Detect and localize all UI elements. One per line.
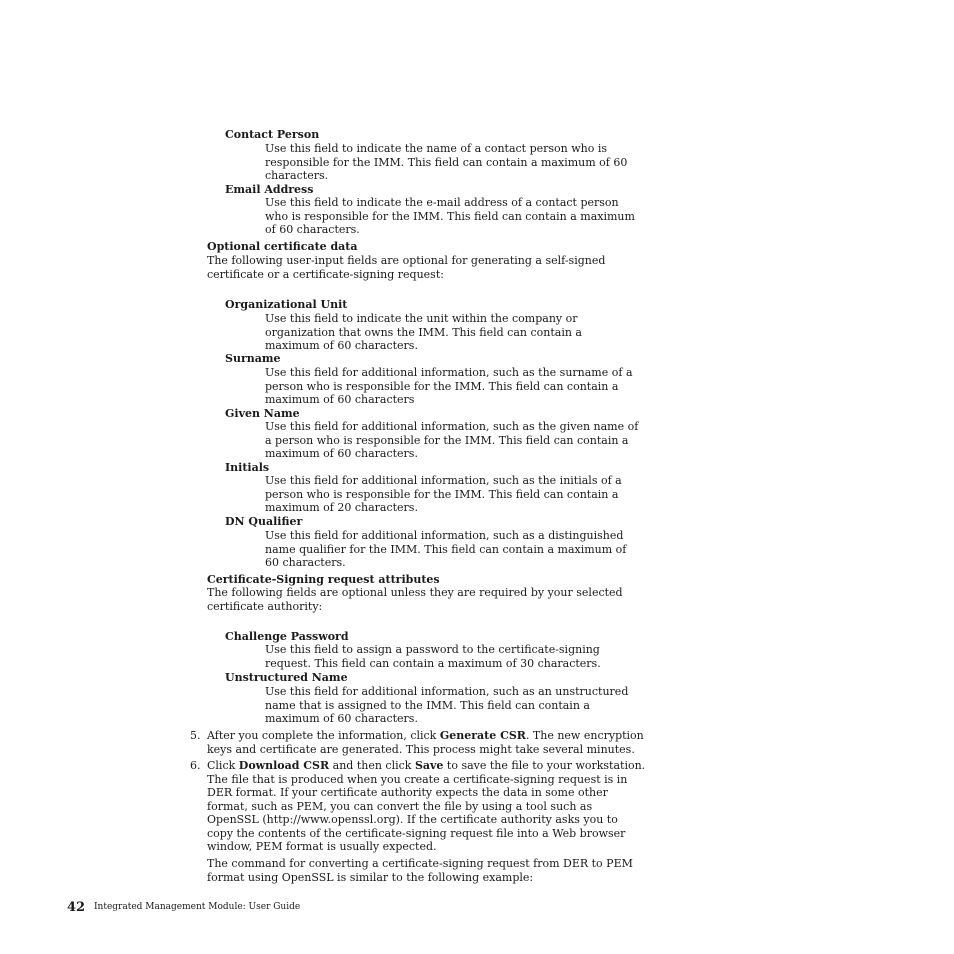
command-paragraph-line: format using OpenSSL is similar to the following example: bbox=[207, 870, 534, 884]
step-text: Click bbox=[207, 759, 239, 772]
step-number: 6. bbox=[190, 759, 201, 772]
step-text-line: DER format. If your certificate authority expects the data in some other bbox=[207, 786, 608, 799]
section-heading-optional-certificate-data: Optional certificate data bbox=[207, 240, 358, 253]
definition-line: 60 characters. bbox=[265, 556, 346, 569]
definition-line: who is responsible for the IMM. This field can contain a maximum bbox=[265, 209, 635, 223]
definition-line: Use this field for additional information, such as an unstructured bbox=[265, 685, 629, 698]
step-text-line: The file that is produced when you create a certificate-signing request is in bbox=[207, 772, 628, 786]
step-text: to save the file to your workstation. bbox=[443, 759, 646, 772]
ui-label-generate-csr: Generate CSR bbox=[439, 729, 526, 742]
definition-line: characters. bbox=[265, 169, 329, 182]
step-text: After you complete the information, click bbox=[207, 729, 440, 742]
step-text-line: window, PEM format is usually expected. bbox=[207, 840, 437, 853]
footer-title: Integrated Management Module: User Guide bbox=[94, 902, 301, 912]
definition-line: Use this field to indicate the unit within the company or bbox=[265, 312, 578, 325]
term-initials: Initials bbox=[225, 461, 270, 474]
step-text-line: format, such as PEM, you can convert the file by using a tool such as bbox=[207, 799, 593, 813]
definition-line: of 60 characters. bbox=[265, 223, 360, 236]
definition-line: name that is assigned to the IMM. This field can contain a bbox=[265, 698, 590, 712]
section-text-line: certificate or a certificate-signing request: bbox=[207, 267, 444, 281]
step-text: and then click bbox=[329, 759, 415, 772]
definition-line: Use this field for additional information, such as the surname of a bbox=[265, 366, 633, 379]
term-given-name: Given Name bbox=[225, 407, 300, 420]
step-number: 5. bbox=[190, 729, 201, 742]
definition-line: request. This field can contain a maximum of 30 characters. bbox=[265, 656, 601, 670]
term-dn-qualifier: DN Qualifier bbox=[225, 515, 303, 528]
definition-line: maximum of 20 characters. bbox=[265, 501, 418, 514]
definition-line: a person who is responsible for the IMM. This field can contain a bbox=[265, 433, 629, 447]
definition-line: Use this field for additional information, such as the initials of a bbox=[265, 474, 622, 487]
definition-line: maximum of 60 characters. bbox=[265, 447, 418, 460]
term-surname: Surname bbox=[225, 352, 281, 365]
ui-label-download-csr: Download CSR bbox=[238, 759, 330, 772]
section-text-line: The following user-input fields are optional for generating a self-signed bbox=[207, 254, 606, 267]
step-text: . The new encryption bbox=[525, 729, 644, 742]
term-contact-person: Contact Person bbox=[225, 128, 320, 141]
definition-line: person who is responsible for the IMM. This field can contain a bbox=[265, 487, 619, 501]
section-text-line: certificate authority: bbox=[207, 599, 323, 613]
definition-line: Use this field to indicate the name of a contact person who is bbox=[265, 142, 608, 155]
definition-line: maximum of 60 characters bbox=[265, 393, 415, 406]
definition-line: Use this field to indicate the e-mail address of a contact person bbox=[265, 196, 619, 209]
definition-line: organization that owns the IMM. This field can contain a bbox=[265, 325, 582, 339]
term-organizational-unit: Organizational Unit bbox=[225, 298, 348, 311]
definition-line: name qualifier for the IMM. This field can contain a maximum of bbox=[265, 542, 627, 556]
term-unstructured-name: Unstructured Name bbox=[225, 671, 348, 684]
term-challenge-password: Challenge Password bbox=[225, 630, 349, 643]
step-text-line: keys and certificate are generated. This process might take several minutes. bbox=[207, 742, 635, 756]
step-text-line: OpenSSL (http://www.openssl.org). If the certificate authority asks you to bbox=[207, 813, 618, 826]
section-text-line: The following fields are optional unless they are required by your selected bbox=[207, 586, 623, 599]
ui-label-save: Save bbox=[414, 759, 444, 772]
definition-line: responsible for the IMM. This field can contain a maximum of 60 bbox=[265, 155, 628, 169]
step-6-line bbox=[207, 759, 645, 773]
term-email-address: Email Address bbox=[225, 183, 314, 196]
page-number: 42 bbox=[67, 900, 86, 915]
definition-line: Use this field to assign a password to the certificate-signing bbox=[265, 643, 600, 656]
definition-line: person who is responsible for the IMM. This field can contain a bbox=[265, 379, 619, 393]
definition-line: Use this field for additional information, such as a distinguished bbox=[265, 529, 624, 542]
command-paragraph-line: The command for converting a certificate-signing request from DER to PEM bbox=[207, 857, 633, 870]
step-text-line: copy the contents of the certificate-signing request file into a Web browser bbox=[207, 826, 626, 840]
step-5-line bbox=[207, 729, 644, 743]
section-heading-csr-attributes: Certificate-Signing request attributes bbox=[207, 573, 440, 586]
definition-line: maximum of 60 characters. bbox=[265, 339, 418, 352]
definition-line: Use this field for additional information, such as the given name of bbox=[265, 420, 639, 433]
definition-line: maximum of 60 characters. bbox=[265, 712, 418, 725]
